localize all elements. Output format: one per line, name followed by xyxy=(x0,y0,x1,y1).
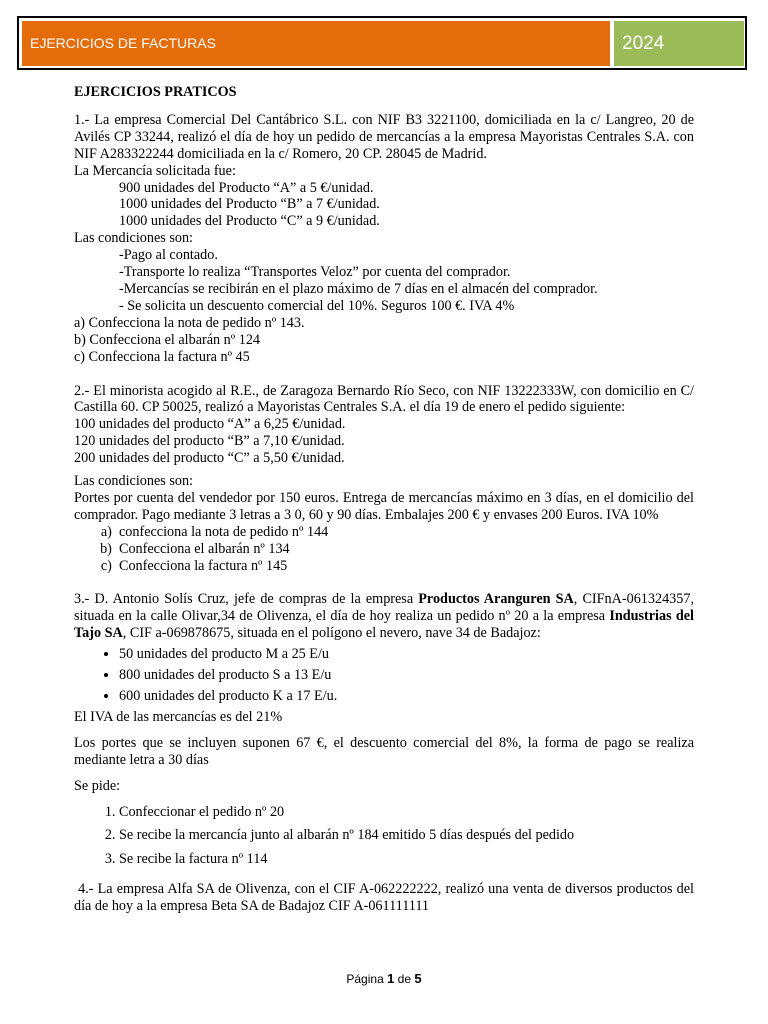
document-title: EJERCICIOS DE FACTURAS xyxy=(22,21,610,66)
document-year: 2024 xyxy=(614,21,744,66)
task-line: c) Confecciona la factura nº 45 xyxy=(74,348,250,365)
task-line: b) Confecciona el albarán nº 124 xyxy=(74,331,261,348)
task-item: 1. Confeccionar el pedido nº 20 xyxy=(119,804,694,821)
exercise-3-intro: 3.- D. Antonio Solís Cruz, jefe de compras de la empresa Productos Aranguren SA, CIFnA-061324357, situada en la calle Olivar,34 de Olivenza, el día de hoy realiza un pedido nº 20 a la empresa Industrias del Tajo SA, CIF a-069878675, situada en el polígono el nevero, nave 34 de Badajoz: xyxy=(74,591,694,642)
task-line: a) Confecciona la nota de pedido nº 143. xyxy=(74,314,305,331)
product-item: • 50 unidades del producto M a 25 E/u xyxy=(119,646,694,663)
product-list xyxy=(74,646,694,705)
task-item: 2. Se recibe la mercancía junto al albarán nº 184 emitido 5 días después del pedido xyxy=(119,827,694,844)
page-number: 1 xyxy=(387,971,395,986)
condition-line: -Transporte lo realiza “Transportes Veloz” por cuenta del comprador. xyxy=(119,264,511,281)
conditions-text: Portes por cuenta del vendedor por 150 euros. Entrega de mercancías máximo en 3 días, en el domicilio del comprador. Pago mediante 3 letras a 3 0, 60 y 90 días. Embalajes 200 € y envases 200 Euros. IVA 10% xyxy=(74,489,694,523)
document-body xyxy=(74,84,698,915)
of-word: de xyxy=(397,972,412,986)
page-word: Página xyxy=(346,972,384,986)
company-name: Industrias del Tajo SA xyxy=(74,608,694,642)
section-heading: EJERCICIOS PRATICOS xyxy=(74,84,237,100)
iva-text: El IVA de las mercancías es del 21% xyxy=(74,708,283,725)
task-item: b. Confecciona el albarán nº 134 xyxy=(119,541,694,558)
product-line: 1000 unidades del Producto “C” a 9 €/unidad. xyxy=(119,213,380,230)
task-list xyxy=(74,524,694,575)
portes-text: Los portes que se incluyen suponen 67 €, el descuento comercial del 8%, la forma de pago se realiza mediante letra a 30 días xyxy=(74,734,694,768)
exercise-1 xyxy=(74,112,694,366)
condition-line: - Se solicita un descuento comercial del 10%. Seguros 100 €. IVA 4% xyxy=(119,297,515,314)
page-total: 5 xyxy=(414,971,422,986)
condition-line: -Mercancías se recibirán en el plazo máximo de 7 días en el almacén del comprador. xyxy=(119,280,598,297)
task-list xyxy=(74,804,694,869)
product-line: 120 unidades del producto “B” a 7,10 €/unidad. xyxy=(74,433,345,450)
product-line: 900 unidades del Producto “A” a 5 €/unidad. xyxy=(119,179,374,196)
asks-label: Se pide: xyxy=(74,777,121,794)
exercise-4 xyxy=(74,881,698,915)
task-item: 3. Se recibe la factura nº 114 xyxy=(119,851,694,868)
exercise-2 xyxy=(74,383,694,575)
exercise-2-intro: 2.- El minorista acogido al R.E., de Zaragoza Bernardo Río Seco, con NIF 13222333W, con domicilio en C/ Castilla 60. CP 50025, realizó a Mayoristas Centrales S.A. el día 19 de enero el pedido siguiente: xyxy=(74,382,694,416)
exercise-3 xyxy=(74,591,694,868)
task-item: c. Confecciona la factura nº 145 xyxy=(119,558,694,575)
task-item: a. confecciona la nota de pedido nº 144 xyxy=(119,524,694,541)
conditions-label: Las condiciones son: xyxy=(74,230,193,247)
product-line: 100 unidades del producto “A” a 6,25 €/unidad. xyxy=(74,416,346,433)
product-line: 200 unidades del producto “C” a 5,50 €/unidad. xyxy=(74,450,345,467)
product-line: 1000 unidades del Producto “B” a 7 €/unidad. xyxy=(119,196,380,213)
exercise-1-intro: 1.- La empresa Comercial Del Cantábrico S.L. con NIF B3 3221100, domiciliada en la c/ Langreo, 20 de Avilés CP 33244, realizó el día de hoy un pedido de mercancías a la empresa Mayoristas Centrales S.A. con NIF A283322244 domiciliada en la c/ Romero, 20 CP. 28045 de Madrid. xyxy=(74,111,694,162)
product-item: • 800 unidades del producto S a 13 E/u xyxy=(119,667,694,684)
merchandise-label: La Mercancía solicitada fue: xyxy=(74,162,236,179)
exercise-4-intro: 4.- La empresa Alfa SA de Olivenza, con el CIF A-062222222, realizó una venta de diversos productos del día de hoy a la empresa Beta SA de Badajoz CIF A-061111111 xyxy=(74,881,698,915)
page-footer xyxy=(0,971,768,986)
product-item: • 600 unidades del producto K a 17 E/u. xyxy=(119,688,694,705)
condition-line: -Pago al contado. xyxy=(119,247,218,264)
company-name: Productos Aranguren SA xyxy=(418,591,574,608)
conditions-label: Las condiciones son: xyxy=(74,473,193,490)
